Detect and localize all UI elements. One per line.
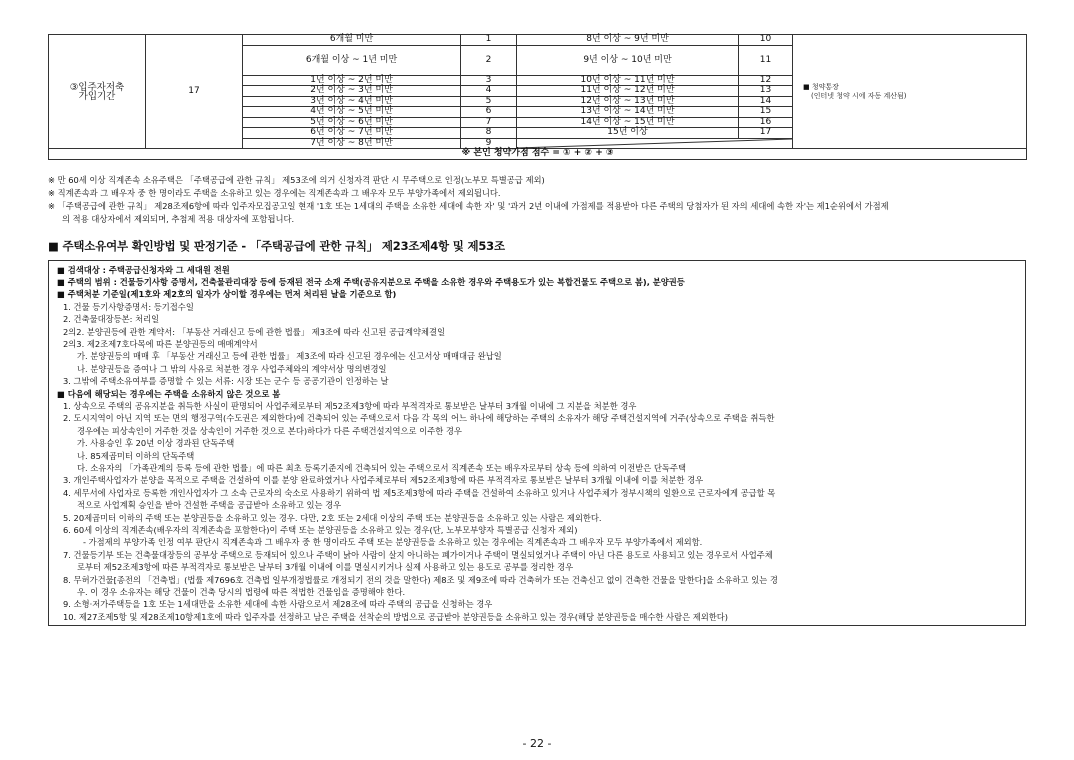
score-cell: 16 — [739, 117, 793, 128]
empty-diagonal-cell — [517, 138, 793, 149]
score-cell: 14 — [739, 96, 793, 107]
period-cell: 9년 이상 ~ 10년 미만 — [517, 45, 739, 75]
box-line: 가. 사용승인 후 20년 이상 경과된 단독주택 — [77, 438, 235, 449]
box-line: 9. 소형·저가주택등을 1호 또는 1세대만을 소유한 세대에 속한 사람으로서 제28조에 따라 주택의 공급을 신청하는 경우 — [63, 599, 493, 610]
box-line: 4. 세무서에 사업자로 등록한 개인사업자가 그 소속 근로자의 숙소로 사용하기 위하여 법 제5조제3항에 따라 주택을 건설하여 소유하고 있거나 사업주체가 정부시책의 일환으로 근로자에게 공급할 목 — [63, 487, 776, 498]
period-cell: 10년 이상 ~ 11년 미만 — [517, 75, 739, 86]
category-label-2: 가입기간 — [78, 90, 116, 102]
box-line: 6. 60세 이상의 직계존속(배우자의 직계존속을 포함한다)이 주택 또는 분양권등을 소유하고 있는 경우(단, 노부모부양자 특별공급 신청자 제외) — [63, 525, 578, 536]
score-cell: 13 — [739, 86, 793, 97]
score-cell: 10 — [739, 35, 793, 46]
period-cell: 4년 이상 ~ 5년 미만 — [243, 107, 461, 118]
box-line: 5. 20제곱미터 이하의 주택 또는 분양권등을 소유하고 있는 경우. 다만, 2호 또는 2세대 이상의 주택 또는 분양권등을 소유하고 있는 사람은 제외한다. — [63, 512, 602, 523]
box-line: 2. 도시지역이 아닌 지역 또는 면의 행정구역(수도권은 제외한다)에 건축되어 있는 주택으로서 다음 각 목의 어느 하나에 해당하는 주택의 소유자가 해당 주택건설지역에 거주(상속으로 주택을 취득한 — [63, 413, 775, 424]
period-cell: 1년 이상 ~ 2년 미만 — [243, 75, 461, 86]
max-score-cell: 17 — [146, 35, 243, 149]
score-cell: 4 — [461, 86, 517, 97]
period-cell: 6개월 이상 ~ 1년 미만 — [243, 45, 461, 75]
box-line: 3. 그밖에 주택소유여부를 증명할 수 있는 서류: 시장 또는 군수 등 공공기관이 인정하는 날 — [63, 376, 389, 387]
box-line: 1. 건물 등기사항증명서: 등기접수일 — [63, 301, 194, 312]
box-line: 3. 개인주택사업자가 분양을 목적으로 주택을 건설하여 이를 분양 완료하였거나 사업주체로부터 제52조제3항에 따른 부적격자로 통보받은 날부터 3개월 이내에 이를 처분한 경우 — [63, 475, 704, 486]
box-line: 로부터 제52조제3항에 따른 부적격자로 통보받은 날부터 3개월 이내에 이를 멸실시키거나 실제 사용하고 있는 용도로 공부를 정리한 경우 — [77, 562, 574, 573]
period-cell: 8년 이상 ~ 9년 미만 — [517, 35, 739, 46]
note-text: ※ 「주택공급에 관한 규칙」 제28조제6항에 따라 입주자모집공고일 현재 '1호 또는 1세대의 주택을 소유한 세대에 속한 자' 및 '과거 2년 이내에 가점제를 적용받아 다른 주택의 당첨자가 된 자의 세대에 속한 자'는 제1순위에서 가점제 — [48, 200, 889, 211]
note-text: ※ 만 60세 이상 직계존속 소유주택은 「주택공급에 관한 규칙」 제53조에 의거 신청자격 판단 시 무주택으로 인정(노부모 특별공급 제외) — [48, 174, 545, 185]
box-line: 경우에는 피상속인이 거주한 것을 상속인이 거주한 것으로 본다)하다가 다른 주택건설지역으로 이주한 경우 — [77, 425, 462, 436]
criteria-box — [48, 260, 1026, 627]
box-line: ■ 주택의 범위 : 건물등기사항 증명서, 건축물관리대장 등에 등재된 전국 소재 주택(공유지분으로 주택을 소유한 경우와 주택용도가 있는 복합건물도 주택으로 봄), 분양권등 — [57, 276, 685, 287]
diagonal-line — [517, 139, 792, 148]
score-cell: 7 — [461, 117, 517, 128]
box-line: 나. 85제곱미터 이하의 단독주택 — [77, 450, 195, 461]
box-line: ■ 검색대상 : 주택공급신청자와 그 세대원 전원 — [57, 264, 230, 275]
score-cell: 9 — [461, 138, 517, 149]
page-content — [48, 34, 1026, 626]
box-line: - 가점제의 부양가족 인정 여부 판단시 직계존속과 그 배우자 중 한 명이라도 주택 또는 분양권등을 소유하고 있는 경우에는 직계존속과 그 배우자 모두 부양가족에서 제외함. — [83, 537, 703, 548]
box-line: 8. 무허가건물[종전의 「건축법」(법률 제7696호 건축법 일부개정법률로 개정되기 전의 것을 말한다) 제8조 및 제9조에 따라 건축허가 또는 건축신고 없이 건축한 건물을 말한다]을 소유하고 있는 경 — [63, 574, 778, 585]
score-cell: 3 — [461, 75, 517, 86]
table-row — [49, 35, 1027, 46]
section-title: ■ 주택소유여부 확인방법 및 판정기준 - 「주택공급에 관한 규칙」 제23조제4항 및 제53조 — [48, 238, 505, 253]
score-table — [48, 34, 1027, 160]
total-score-label: ※ 본인 청약가점 점수 = ① + ② + ③ — [49, 149, 1027, 160]
box-line: 우. 이 경우 소유자는 해당 건물이 건축 당시의 법령에 따른 적법한 건물임을 증명해야 한다. — [77, 587, 406, 598]
score-cell: 8 — [461, 128, 517, 139]
category-label-1: ③입주자저축 — [69, 81, 125, 93]
score-cell: 5 — [461, 96, 517, 107]
score-cell: 6 — [461, 107, 517, 118]
note-line-2: (인터넷 청약 시에 자동 계산됨) — [811, 91, 907, 100]
total-row — [49, 149, 1027, 160]
box-line: 7. 건물등기부 또는 건축물대장등의 공부상 주택으로 등재되어 있으나 주택이 낡아 사람이 살지 아니하는 폐가이거나 주택이 멸실되었거나 주택이 아닌 다른 용도로 사용되고 있는 경우로서 사업주체 — [63, 549, 773, 560]
period-cell: 14년 이상 ~ 15년 미만 — [517, 117, 739, 128]
box-line: 가. 분양권등의 매매 후 「부동산 거래신고 등에 관한 법률」 제3조에 따라 신고된 경우에는 신고서상 매매대금 완납일 — [77, 351, 502, 362]
period-cell: 7년 이상 ~ 8년 미만 — [243, 138, 461, 149]
period-cell: 15년 이상 — [517, 128, 739, 139]
note-cell — [793, 35, 1027, 149]
box-line: 다. 소유자의 「가족관계의 등록 등에 관한 법률」에 따른 최초 등록기준지에 건축되어 있는 주택으로서 직계존속 또는 배우자로부터 상속 등에 의하여 이전받은 단독주택 — [77, 463, 686, 473]
box-line: 2. 건축물대장등본: 처리일 — [63, 314, 160, 325]
period-cell: 5년 이상 ~ 6년 미만 — [243, 117, 461, 128]
score-cell: 1 — [461, 35, 517, 46]
note-text: ※ 직계존속과 그 배우자 중 한 명이라도 주택을 소유하고 있는 경우에는 직계존속과 그 배우자 모두 부양가족에서 제외됩니다. — [48, 187, 501, 198]
category-cell — [49, 35, 146, 149]
note-line-1: ■ 청약통장 — [803, 82, 839, 91]
box-line: ■ 다음에 해당되는 경우에는 주택을 소유하지 않은 것으로 봄 — [57, 388, 281, 399]
score-cell: 11 — [739, 45, 793, 75]
score-cell: 17 — [739, 128, 793, 139]
period-cell: 12년 이상 ~ 13년 미만 — [517, 96, 739, 107]
period-cell: 6년 이상 ~ 7년 미만 — [243, 128, 461, 139]
period-cell: 3년 이상 ~ 4년 미만 — [243, 96, 461, 107]
period-cell: 6개월 미만 — [243, 35, 461, 46]
period-cell: 2년 이상 ~ 3년 미만 — [243, 86, 461, 97]
box-line: 1. 상속으로 주택의 공유지분을 취득한 사실이 판명되어 사업주체로부터 제52조제3항에 따라 부적격자로 통보받은 날부터 3개월 이내에 그 지분을 처분한 경우 — [63, 400, 637, 411]
box-line: 2의2. 분양권등에 관한 계약서: 「부동산 거래신고 등에 관한 법률」 제3조에 따라 신고된 공급계약체결일 — [63, 326, 446, 337]
page-number: - 22 - — [522, 737, 552, 750]
box-line: 10. 제27조제5항 및 제28조제10항제1호에 따라 입주자를 선정하고 남은 주택을 선착순의 방법으로 공급받아 분양권등을 소유하고 있는 경우(해당 분양권등을 매수한 사람은 제외한다) — [63, 611, 729, 622]
score-cell: 15 — [739, 107, 793, 118]
notes-block — [48, 174, 1026, 226]
note-text: 의 적용 대상자에서 제외되며, 추첨제 적용 대상자에 포함됩니다. — [62, 213, 295, 224]
box-line: 적으로 사업계획 승인을 받아 건설한 주택을 공급받아 소유하고 있는 경우 — [77, 500, 342, 511]
period-cell: 11년 이상 ~ 12년 미만 — [517, 86, 739, 97]
score-cell: 12 — [739, 75, 793, 86]
period-cell: 13년 이상 ~ 14년 미만 — [517, 107, 739, 118]
box-line: 2의3. 제2조제7호다목에 따른 분양권등의 매매계약서 — [63, 338, 258, 349]
box-line: ■ 주택처분 기준일(제1호와 제2호의 일자가 상이할 경우에는 먼저 처리된 날을 기준으로 함) — [57, 289, 397, 300]
box-line: 나. 분양권등을 증여나 그 밖의 사유로 처분한 경우 사업주체와의 계약서상 명의변경일 — [77, 363, 387, 374]
score-cell: 2 — [461, 45, 517, 75]
